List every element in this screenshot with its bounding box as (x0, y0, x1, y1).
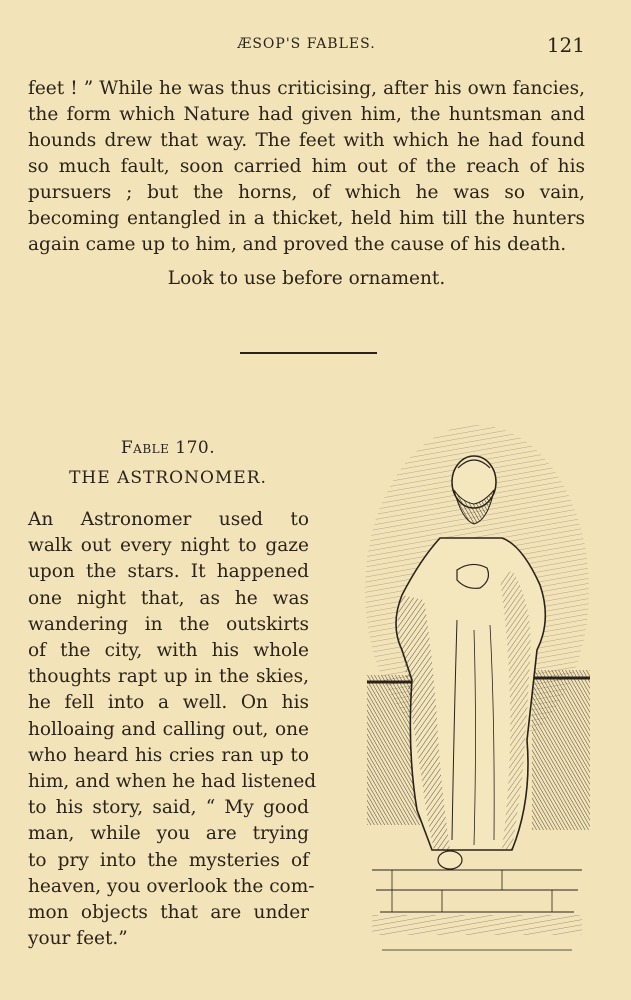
running-title: ÆSOP'S FABLES. (237, 36, 376, 52)
fable-line: thoughts rapt up in the skies, (28, 666, 309, 688)
fable-line: upon the stars. It happened (28, 561, 309, 583)
fable-line: to pry into the mysteries of (28, 849, 309, 871)
fable-moral: Look to use before ornament. (167, 268, 446, 289)
fable-line: holloaing and calling out, one (28, 718, 309, 740)
fable-line: him, and when he had listened (28, 771, 317, 793)
page-number: 121 (546, 33, 585, 57)
fable-line: your feet.” (28, 928, 128, 950)
fable-line: walk out every night to gaze (28, 535, 309, 557)
fable-line: one night that, as he was (28, 587, 309, 609)
fable-line: of the city, with his whole (28, 640, 309, 662)
section-divider (240, 352, 377, 354)
fable-title: THE ASTRONOMER. (69, 468, 267, 488)
fable-line: heaven, you overlook the com- (28, 875, 315, 897)
fable-line: he fell into a well. On his (28, 692, 309, 714)
fable-line: wandering in the outskirts (28, 613, 309, 635)
previous-fable-paragraph: feet ! ” While he was thus criticising, after his own fancies, the form which Nature had given him, the huntsman and hounds drew that way. The feet with which he had found so much fault, soon carried him out of the reach of his pursuers ; but the horns, of which he was so vain, becoming entangled in a thicket, held him till the hunters again came up to him, and proved the cause of his death. (28, 78, 585, 255)
fable-line: mon objects that are under (28, 902, 309, 924)
fable-line: to his story, said, “ My good (28, 797, 309, 819)
page-header (28, 33, 585, 60)
fable-body (28, 507, 317, 952)
fable-line: An Astronomer used to (28, 509, 309, 530)
fable-number: Fable 170. (120, 438, 216, 458)
fable-line: who heard his cries ran up to (28, 744, 309, 766)
astronomer-engraving (362, 420, 592, 968)
fable-line: man, while you are trying (28, 823, 309, 845)
